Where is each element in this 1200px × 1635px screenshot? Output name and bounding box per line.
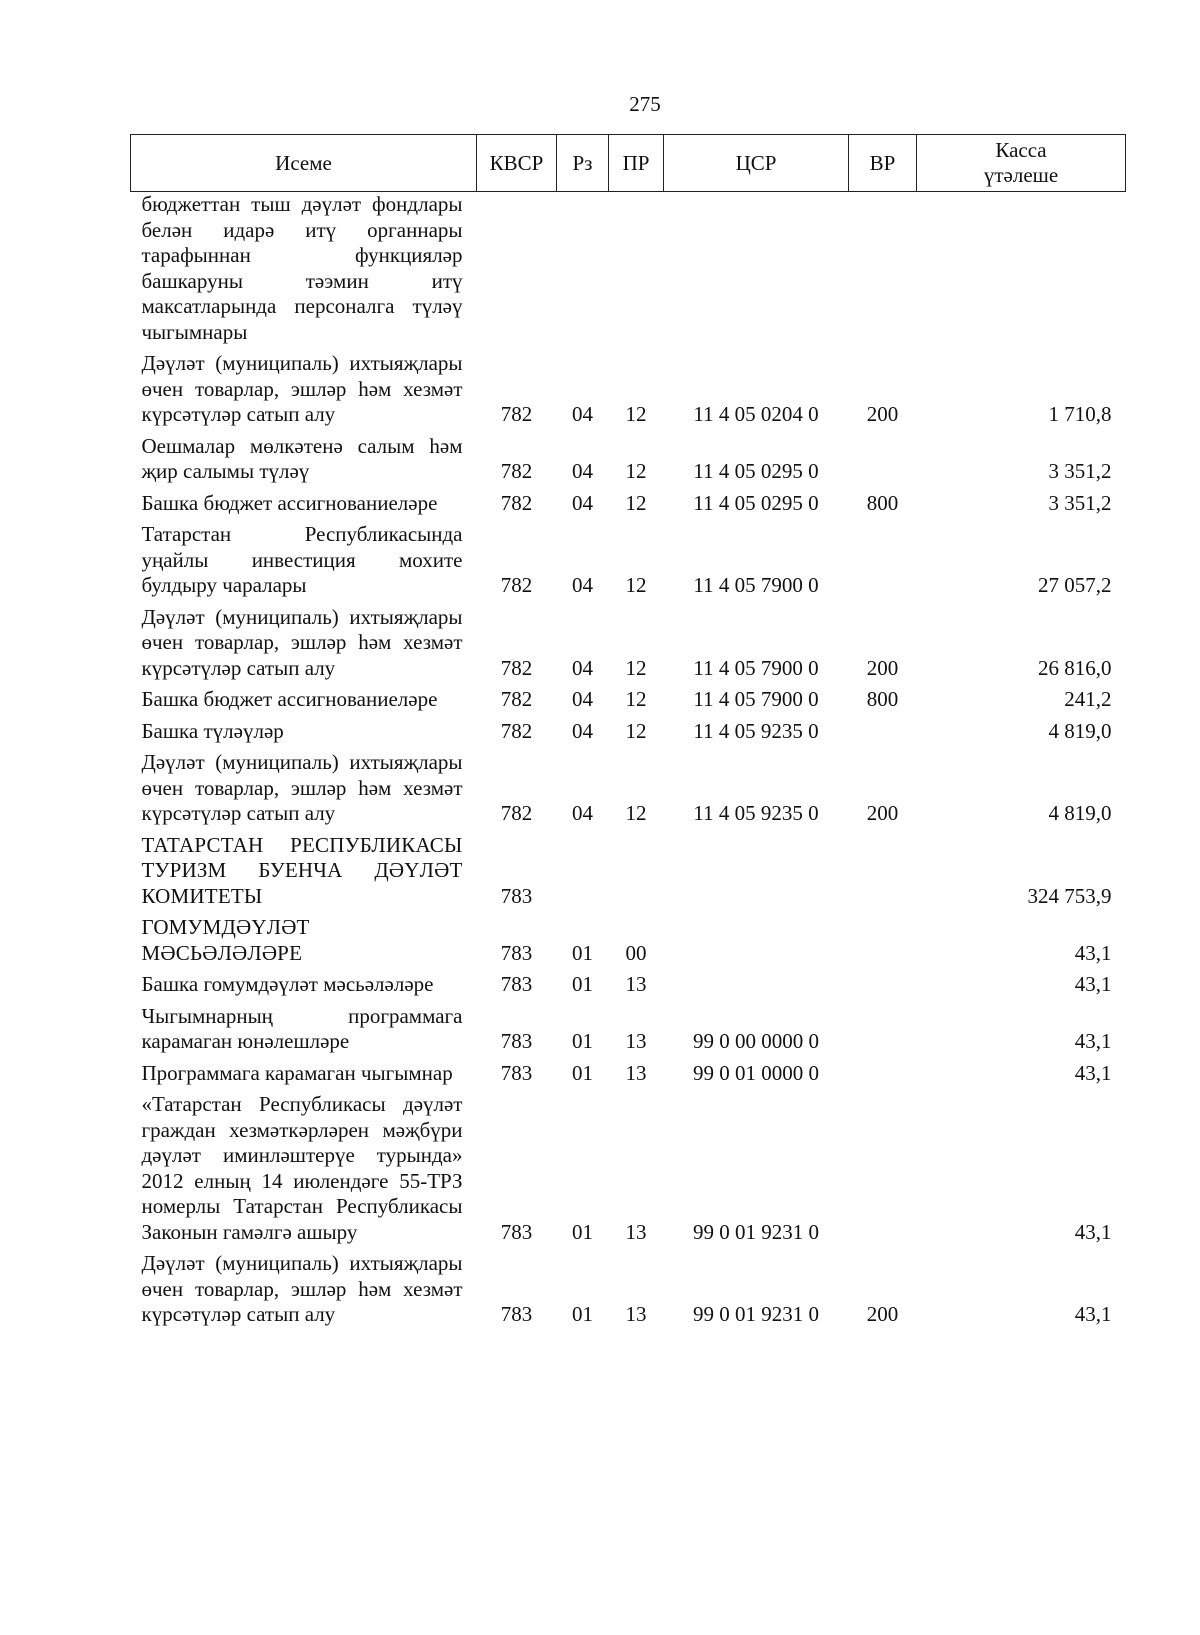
row-kvsr: 782 <box>500 655 533 680</box>
table-row <box>131 1061 1126 1093</box>
table-row <box>131 1251 1126 1334</box>
row-name: Башка бюджет ассигнованиеләре <box>141 490 438 515</box>
row-csr: 11 4 05 7900 0 <box>693 573 819 597</box>
row-rz: 01 <box>572 1302 593 1326</box>
table-row <box>131 833 1126 916</box>
row-sum: 27 057,2 <box>1038 573 1112 597</box>
row-name: Татарстан Республикасында уңайлы инвестиция мохите булдыру чаралары <box>141 522 463 597</box>
row-name: Башка түләүләр <box>141 718 284 743</box>
row-pr: 13 <box>625 1060 647 1085</box>
row-pr <box>609 833 664 916</box>
header-sum-line1: Касса <box>995 138 1047 162</box>
row-name: Дәүләт (муниципаль) ихтыяҗлары өчен товарлар, эшләр һәм хезмәт күрсәтүләр сатып алу <box>141 750 463 825</box>
row-csr <box>664 192 849 352</box>
row-name: Дәүләт (муниципаль) ихтыяҗлары өчен товарлар, эшләр һәм хезмәт күрсәтүләр сатып алу <box>141 351 463 426</box>
row-pr: 12 <box>625 573 647 597</box>
row-vr: 200 <box>866 402 899 426</box>
row-csr: 11 4 05 7900 0 <box>693 687 819 711</box>
header-csr: ЦСР <box>664 135 849 192</box>
row-vr <box>849 972 917 1004</box>
row-csr <box>664 833 849 916</box>
row-csr <box>664 915 849 972</box>
row-csr <box>664 972 849 1004</box>
header-kvsr: КВСР <box>477 135 557 192</box>
row-rz: 04 <box>572 718 593 743</box>
row-kvsr: 783 <box>500 972 533 996</box>
row-kvsr: 782 <box>500 490 533 515</box>
table-row <box>131 522 1126 605</box>
row-vr <box>849 1004 917 1061</box>
row-kvsr <box>477 192 557 352</box>
row-name: Программага карамаган чыгымнар <box>141 1060 453 1085</box>
row-vr <box>849 522 917 605</box>
table-body <box>131 192 1126 1334</box>
row-vr <box>849 1092 917 1251</box>
table-row <box>131 687 1126 719</box>
row-name: ГОМУМДӘҮЛӘТ МӘСЬӘЛӘЛӘРЕ <box>141 915 310 965</box>
row-kvsr: 782 <box>500 459 533 483</box>
row-kvsr: 782 <box>500 801 533 825</box>
row-kvsr: 783 <box>500 1302 533 1326</box>
row-name: бюджеттан тыш дәүләт фондлары белән идарә итү органнары тарафыннан функцияләр башкаруны тәэмин итү максатларында персоналга түләү чыгымнары <box>141 192 463 344</box>
row-rz: 04 <box>572 573 593 597</box>
table-row <box>131 972 1126 1004</box>
row-rz: 04 <box>572 490 593 515</box>
row-kvsr: 782 <box>500 573 533 597</box>
page-number: 275 <box>629 92 661 116</box>
row-pr: 13 <box>625 1302 647 1326</box>
header-sum-line2: үтәлеше <box>983 163 1059 187</box>
row-sum: 1 710,8 <box>1048 402 1112 426</box>
row-sum: 43,1 <box>1074 1029 1112 1053</box>
row-vr <box>849 833 917 916</box>
header-pr: ПР <box>609 135 664 192</box>
row-kvsr: 783 <box>500 1219 533 1244</box>
row-pr: 12 <box>625 655 647 680</box>
row-sum: 324 753,9 <box>1027 883 1112 908</box>
row-pr: 12 <box>625 402 647 426</box>
row-kvsr: 783 <box>500 1029 533 1053</box>
row-vr: 200 <box>866 801 899 825</box>
row-sum <box>917 192 1126 352</box>
table-row <box>131 491 1126 523</box>
row-csr: 99 0 00 0000 0 <box>693 1029 819 1053</box>
row-rz: 01 <box>572 1219 593 1244</box>
row-name: Башка гомумдәүләт мәсьәләләре <box>141 972 434 996</box>
row-sum: 3 351,2 <box>1048 459 1112 483</box>
row-sum: 26 816,0 <box>1038 655 1112 680</box>
row-pr: 12 <box>625 718 647 743</box>
row-rz: 04 <box>572 687 593 711</box>
row-vr <box>849 434 917 491</box>
row-name: ТАТАРСТАН РЕСПУБЛИКАСЫ ТУРИЗМ БУЕНЧА ДӘҮЛӘТ КОМИТЕТЫ <box>141 832 463 908</box>
row-vr <box>849 915 917 972</box>
table-row <box>131 434 1126 491</box>
row-rz: 04 <box>572 655 593 680</box>
row-pr: 00 <box>625 940 647 965</box>
row-pr: 13 <box>625 1219 647 1244</box>
row-rz: 01 <box>572 972 593 996</box>
row-csr: 11 4 05 9235 0 <box>693 718 819 743</box>
row-csr: 11 4 05 7900 0 <box>693 655 819 680</box>
row-sum: 43,1 <box>1074 1302 1112 1326</box>
row-sum: 3 351,2 <box>1048 490 1112 515</box>
row-pr: 13 <box>625 972 647 996</box>
row-rz: 04 <box>572 459 593 483</box>
row-csr: 99 0 01 9231 0 <box>693 1219 819 1244</box>
row-pr <box>609 192 664 352</box>
row-vr: 800 <box>866 490 899 515</box>
row-csr: 99 0 01 9231 0 <box>693 1302 819 1326</box>
row-sum: 43,1 <box>1074 972 1112 996</box>
row-csr: 11 4 05 0204 0 <box>693 402 819 426</box>
row-vr <box>849 192 917 352</box>
row-sum: 4 819,0 <box>1048 801 1112 825</box>
row-sum: 4 819,0 <box>1048 718 1112 743</box>
row-vr <box>849 719 917 751</box>
row-rz: 01 <box>572 940 593 965</box>
table-row <box>131 915 1126 972</box>
row-rz <box>557 833 609 916</box>
header-rz: Рз <box>557 135 609 192</box>
row-name: Башка бюджет ассигнованиеләре <box>141 687 438 711</box>
row-csr: 11 4 05 0295 0 <box>693 490 819 515</box>
table-row <box>131 1004 1126 1061</box>
row-rz: 04 <box>572 801 593 825</box>
table-row <box>131 719 1126 751</box>
row-rz: 04 <box>572 402 593 426</box>
row-vr <box>849 1061 917 1093</box>
table-row <box>131 750 1126 833</box>
table-row <box>131 192 1126 352</box>
table-header <box>131 135 1126 192</box>
row-pr: 12 <box>625 801 647 825</box>
row-kvsr: 783 <box>500 940 533 965</box>
row-kvsr: 783 <box>500 883 533 908</box>
row-name: Оешмалар мөлкәтенә салым һәм җир салымы түләү <box>141 433 463 483</box>
row-rz: 01 <box>572 1029 593 1053</box>
row-pr: 12 <box>625 687 647 711</box>
row-sum: 43,1 <box>1074 1060 1112 1085</box>
row-name: «Татарстан Республикасы дәүләт граждан хезмәткәрләрен мәҗбүри дәүләт иминләштерүе турында» 2012 елның 14 июлендәге 55-ТРЗ номерлы Татарстан Республикасы Законын гамәлгә ашыру <box>141 1092 463 1244</box>
table-row <box>131 351 1126 434</box>
header-name: Исеме <box>131 135 477 192</box>
row-pr: 12 <box>625 490 647 515</box>
row-pr: 12 <box>625 459 647 483</box>
row-rz: 01 <box>572 1060 593 1085</box>
budget-table <box>130 134 1126 1334</box>
header-vr: ВР <box>849 135 917 192</box>
row-kvsr: 782 <box>500 718 533 743</box>
row-csr: 11 4 05 9235 0 <box>693 801 819 825</box>
row-csr: 11 4 05 0295 0 <box>693 459 819 483</box>
row-name: Дәүләт (муниципаль) ихтыяҗлары өчен товарлар, эшләр һәм хезмәт күрсәтүләр сатып алу <box>141 604 463 680</box>
row-name: Чыгымнарның программага карамаган юнәлешләре <box>141 1003 463 1053</box>
row-kvsr: 782 <box>500 402 533 426</box>
row-pr: 13 <box>625 1029 647 1053</box>
row-csr: 99 0 01 0000 0 <box>693 1060 819 1085</box>
row-rz <box>557 192 609 352</box>
row-kvsr: 783 <box>500 1060 533 1085</box>
row-vr: 800 <box>866 687 899 711</box>
table-row <box>131 1092 1126 1251</box>
row-sum: 43,1 <box>1074 1219 1112 1244</box>
header-sum <box>917 135 1126 192</box>
table-row <box>131 605 1126 688</box>
row-vr: 200 <box>866 1302 899 1326</box>
row-vr: 200 <box>866 655 899 680</box>
row-kvsr: 782 <box>500 687 533 711</box>
row-sum: 43,1 <box>1074 940 1112 965</box>
row-name: Дәүләт (муниципаль) ихтыяҗлары өчен товарлар, эшләр һәм хезмәт күрсәтүләр сатып алу <box>141 1251 463 1326</box>
row-sum: 241,2 <box>1064 687 1112 711</box>
